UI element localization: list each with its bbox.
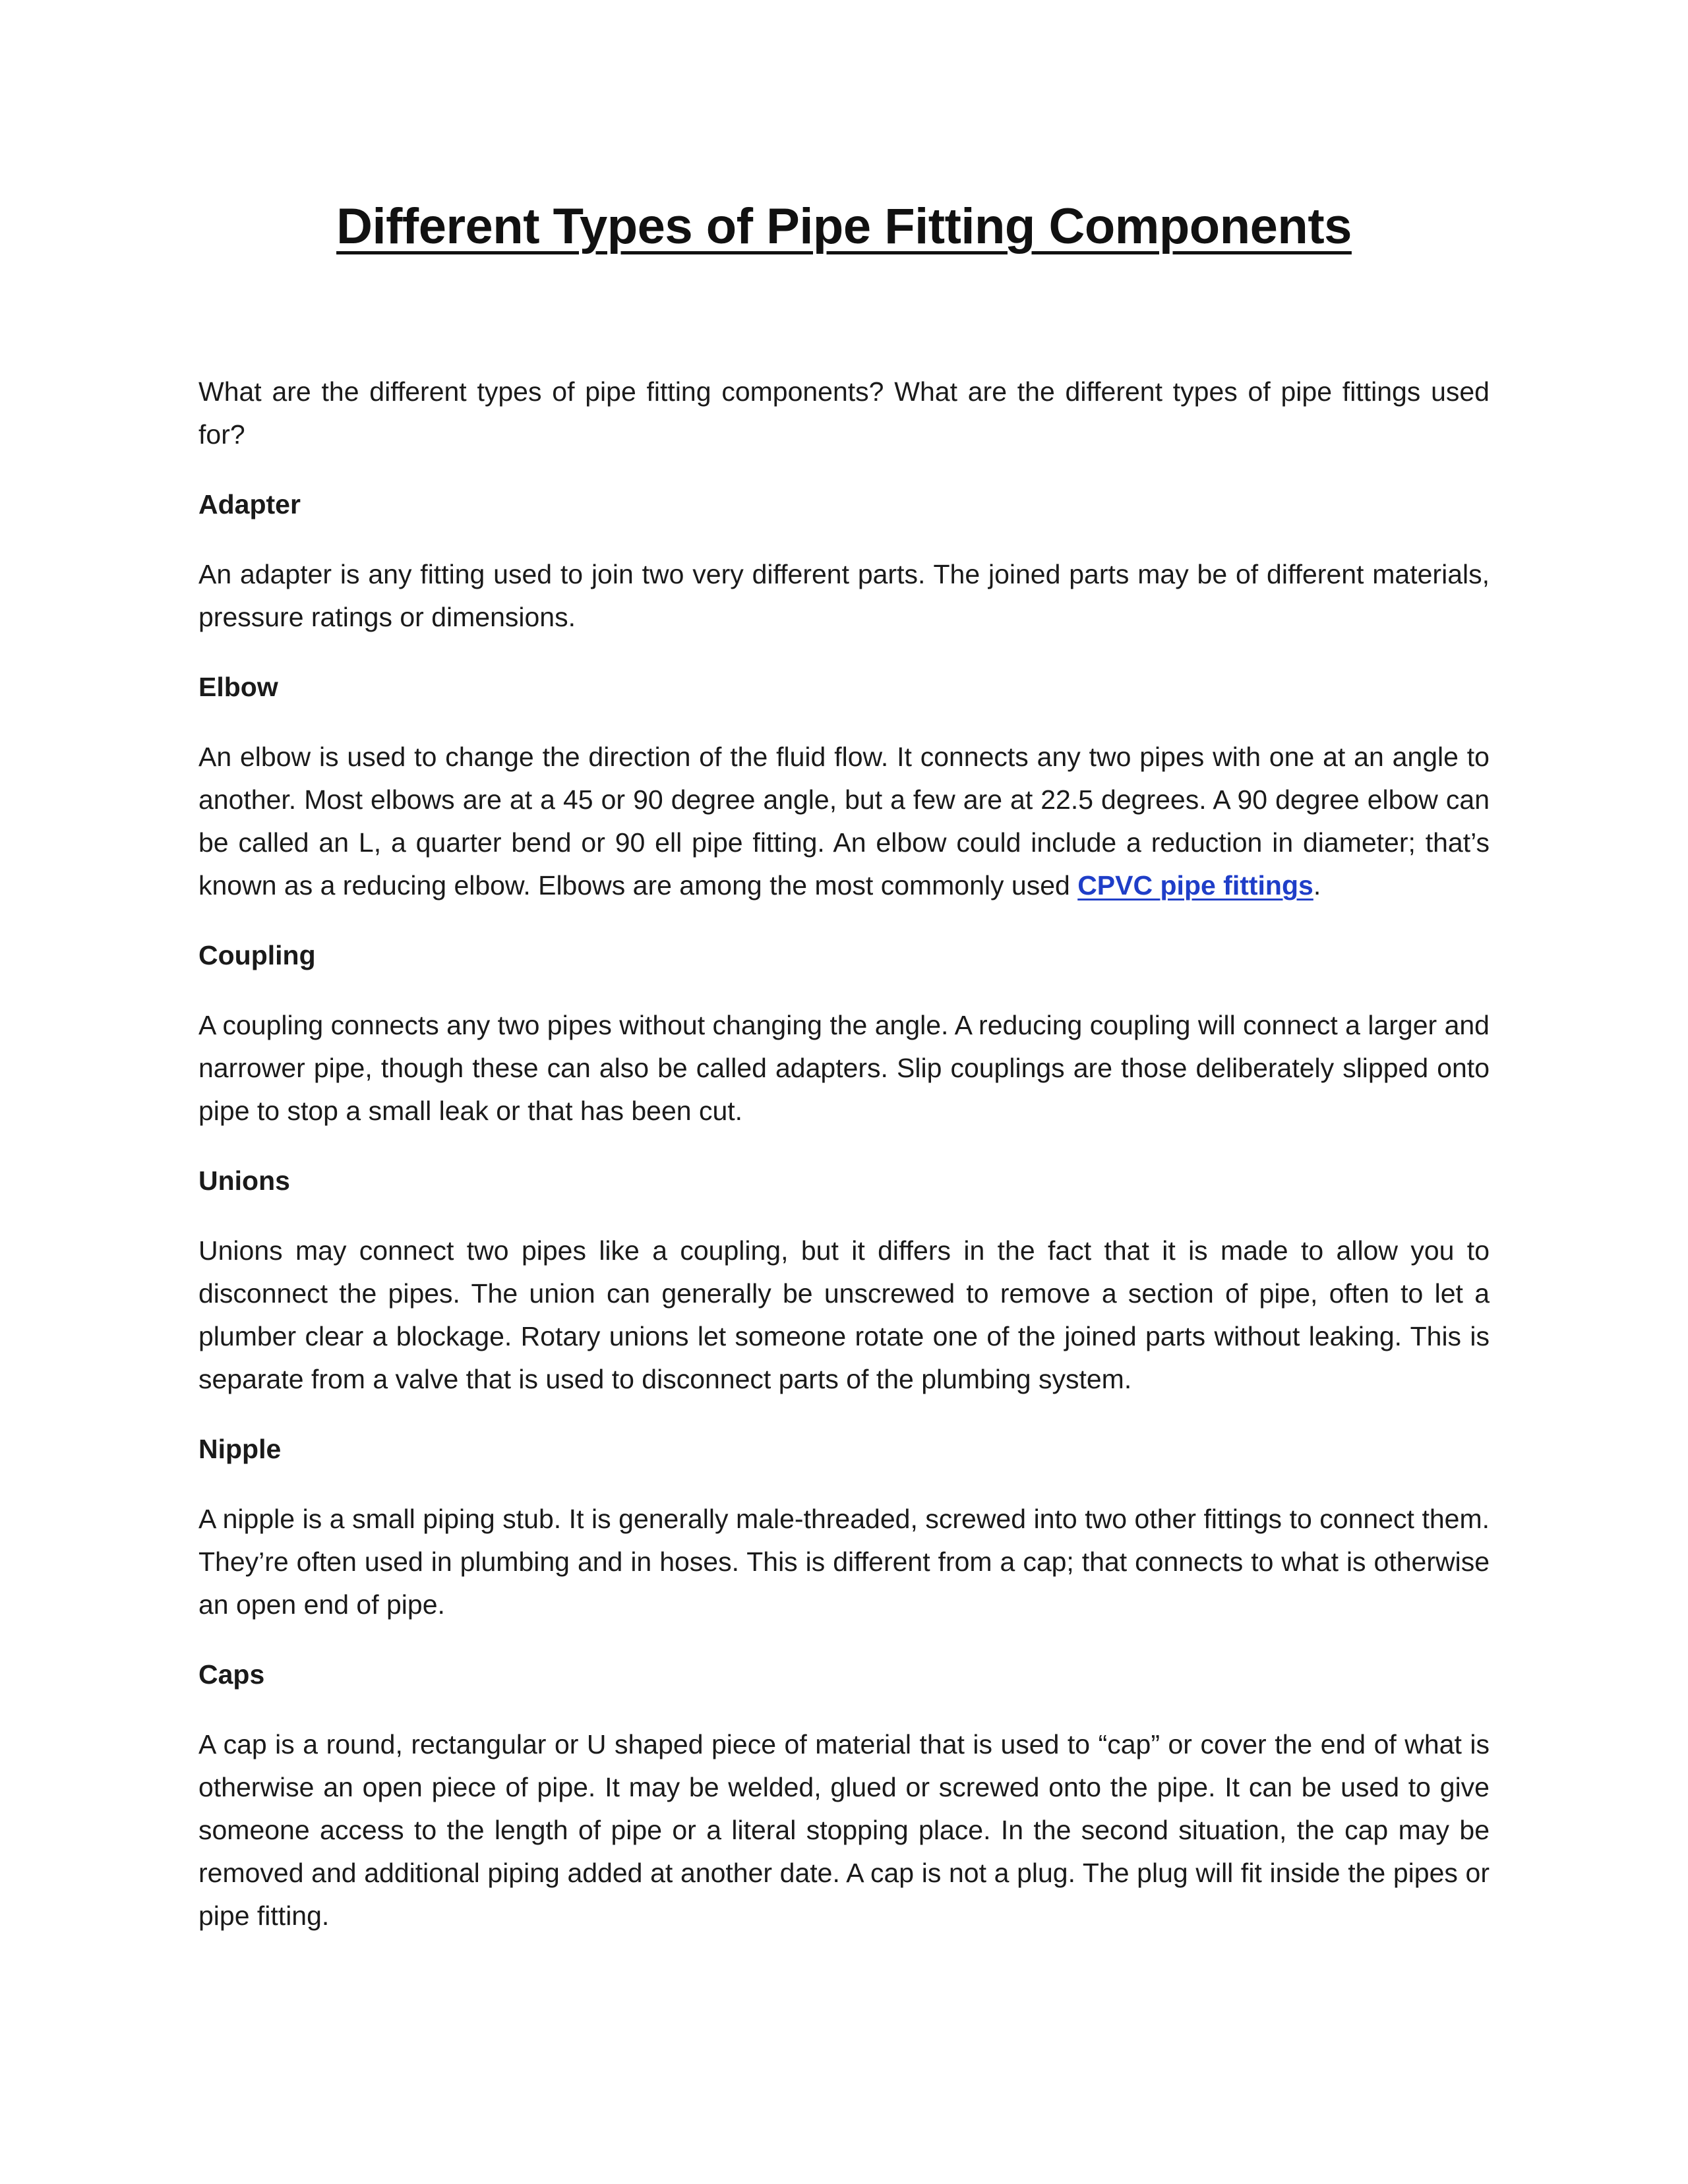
section-text-coupling: A coupling connects any two pipes without changing the angle. A reducing coupling will connect a larger and narrower pipe, though these can also be called adapters. Slip couplings are those deliberately slipped onto pipe to stop a small leak or that has been cut. <box>198 1010 1490 1126</box>
section-heading-nipple: Nipple <box>198 1434 282 1464</box>
section-unions <box>198 1160 1490 1401</box>
section-text-caps: A cap is a round, rectangular or U shaped piece of material that is used to “cap” or cover the end of what is otherwise an open piece of pipe. It may be welded, glued or screwed onto the pipe. It can be used to give someone access to the length of pipe or a literal stopping place. In the second situation, the cap may be removed and additional piping added at another date. A cap is not a plug. The plug will fit inside the pipes or pipe fitting. <box>198 1729 1490 1931</box>
section-caps <box>198 1653 1490 1937</box>
section-heading-caps: Caps <box>198 1659 265 1690</box>
section-text-unions: Unions may connect two pipes like a coupling, but it differs in the fact that it is made to allow you to disconnect the pipes. The union can generally be unscrewed to remove a section of pipe, often to let a plumber clear a blockage. Rotary unions let someone rotate one of the joined parts without leaking. This is separate from a valve that is used to disconnect parts of the plumbing system. <box>198 1235 1490 1394</box>
section-heading-coupling: Coupling <box>198 940 316 970</box>
section-elbow <box>198 666 1490 907</box>
section-nipple <box>198 1428 1490 1626</box>
section-heading-unions: Unions <box>198 1166 290 1196</box>
elbow-text-before-link: An elbow is used to change the direction of the fluid flow. It connects any two pipes with one at an angle to another. Most elbows are at a 45 or 90 degree angle, but a few are at 22.5 degrees. A 90 degree elbow can be called an L, a quarter bend or 90 ell pipe fitting. An elbow could include a reduction in diameter; that’s known as a reducing elbow. Elbows are among the most commonly used <box>198 742 1490 900</box>
section-coupling <box>198 934 1490 1133</box>
intro-paragraph: What are the different types of pipe fitting components? What are the different types of pipe fittings used for? <box>198 376 1490 450</box>
section-text-nipple: A nipple is a small piping stub. It is generally male-threaded, screwed into two other fittings to connect them. They’re often used in plumbing and in hoses. This is different from a cap; that connects to what is otherwise an open end of pipe. <box>198 1504 1490 1620</box>
section-text-adapter: An adapter is any fitting used to join two very different parts. The joined parts may be of different materials, pressure ratings or dimensions. <box>198 559 1490 632</box>
elbow-text-after-link: . <box>1313 870 1321 900</box>
page-title: Different Types of Pipe Fitting Components <box>336 198 1352 254</box>
section-heading-elbow: Elbow <box>198 672 278 702</box>
cpvc-pipe-fittings-link[interactable]: CPVC pipe fittings <box>1077 870 1313 900</box>
section-text-elbow <box>198 736 1490 907</box>
document-body <box>198 370 1490 1937</box>
section-adapter <box>198 483 1490 639</box>
section-heading-adapter: Adapter <box>198 489 301 519</box>
